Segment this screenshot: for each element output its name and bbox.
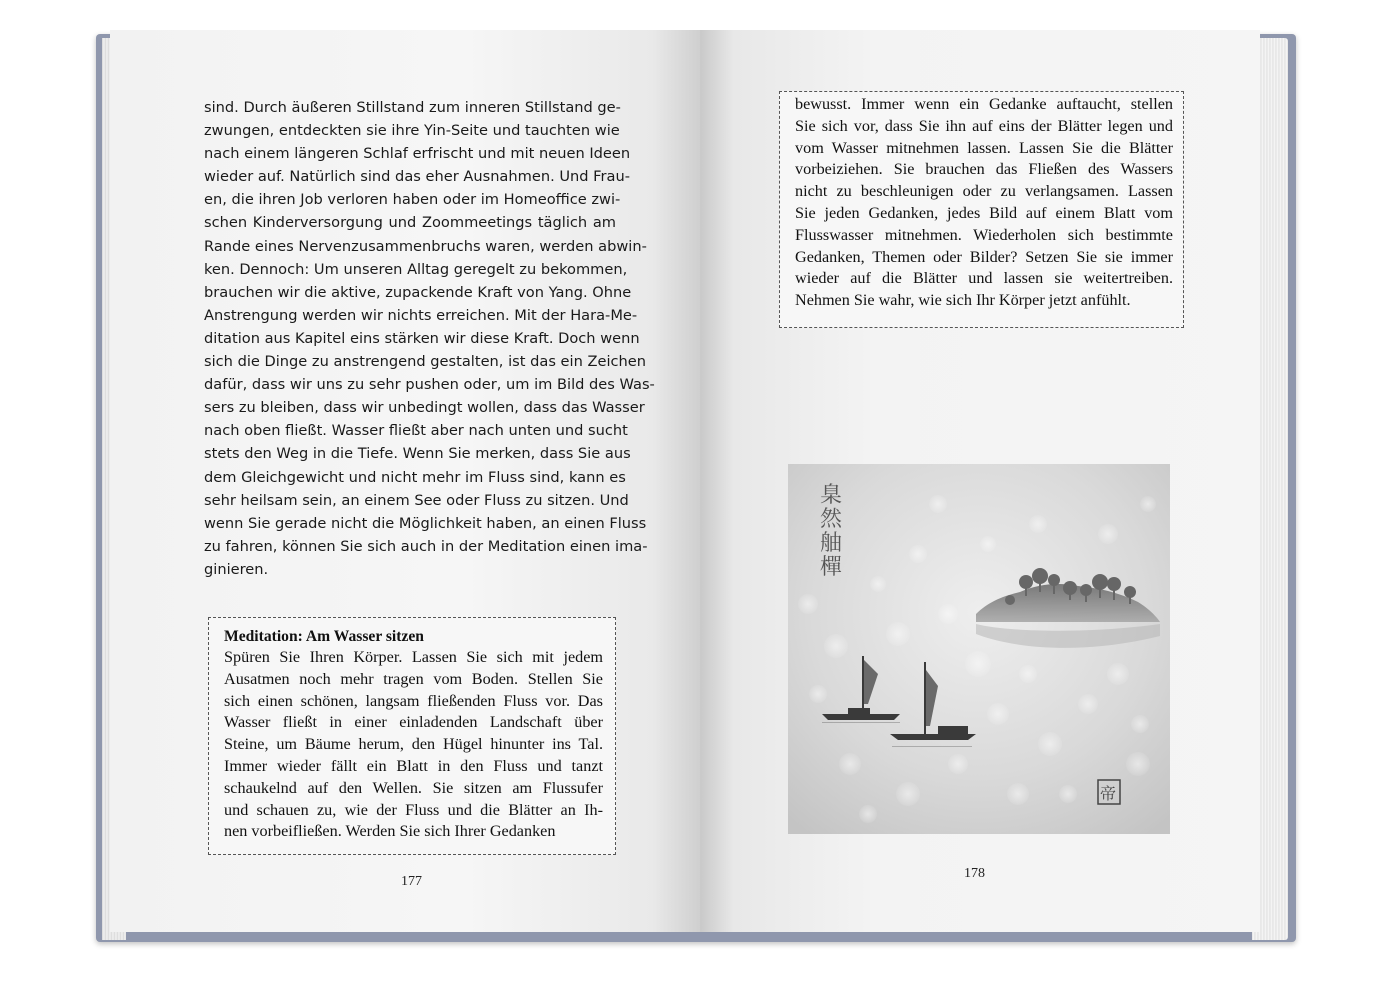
page-number-left: 177 [401,874,422,889]
bokeh-light [1098,524,1118,544]
bokeh-light [886,622,910,646]
body-text-line: nach einem längeren Schlaf erfrischt und mit neuen Ideen [204,145,631,163]
meditation-text-line: Ausatmen noch mehr tragen vom Boden. Stellen Sie [224,669,603,688]
meditation-continued-text-line: vom Wasser mitnehmen lassen. Lassen Sie die Blätter [795,138,1173,157]
bokeh-light [859,805,877,823]
bokeh-light [909,545,927,563]
calligraphy-char-2: 然 [820,507,843,532]
body-text-line: ken. Dennoch: Um unseren Alltag geregelt zu bekommen, [204,260,628,278]
body-text-line: zu fahren, können Sie sich auch in der Meditation einen ima- [204,537,648,555]
meditation-text-line: schaukelnd auf den Wellen. Sie sitzen am Flussufer [224,778,603,797]
meditation-continued-text-line: Sie jeden Gedanken, jedes Bild auf einem Blatt vom [795,203,1173,222]
meditation-continued-text-line: wieder auf die Blätter und lassen sie weitertreiben. [795,269,1173,288]
calligraphy-char-1: 臬 [820,483,843,508]
meditation-continued-text-line: Gedanken, Themen oder Bilder? Setzen Sie sie immer [795,247,1173,266]
bokeh-light [896,782,920,806]
bokeh-light [1140,496,1156,512]
bokeh-light [798,594,818,614]
meditation-text-line: nen vorbeifließen. Werden Sie sich Ihrer Gedanken [224,822,556,841]
bokeh-light [1007,783,1029,805]
bokeh-light [1019,665,1037,683]
meditation-text-line: Immer wieder fällt ein Blatt in den Fluss und tanzt [224,756,603,775]
body-text-line: wenn Sie gerade nicht die Möglichkeit haben, an einen Fluss [204,514,647,532]
meditation-heading: Meditation: Am Wasser sitzen [224,628,424,645]
bokeh-light [824,634,848,658]
body-text-line: ginieren. [204,560,269,578]
page-number-right: 178 [964,866,985,881]
meditation-continued-text-line: Sie sich vor, dass Sie ihn auf eins der Blätter legen und [795,116,1173,135]
body-text-line: sehr heilsam sein, an einem See oder Fluss zu sitzen. Und [204,491,629,509]
body-text-line: schen Kinderversorgung und Zoommeetings täglich am [204,214,616,232]
body-text-line: sind. Durch äußeren Stillstand zum inneren Stillstand ge- [204,99,621,116]
ink-painting-illustration [788,464,1170,834]
calligraphy-char-4: 樿 [820,555,843,580]
left-page-body-text [204,96,655,581]
body-text-line: dafür, dass wir uns zu sehr pushen oder, um im Bild des Was- [204,376,655,394]
meditation-continued-text-line: Flusswasser mitnehmen. Wiederholen sich bestimmte [795,225,1173,244]
bokeh-light [839,753,861,775]
bokeh-light [938,604,958,624]
meditation-text-line: Spüren Sie Ihren Körper. Lassen Sie sich mit jedem [224,648,603,666]
bokeh-light [1038,732,1062,756]
body-text-line: Anstrengung werden wir nichts erreichen. Mit der Hara-Me- [204,306,638,324]
body-text-line: ditation aus Kapitel eins stärken wir diese Kraft. Doch wenn [204,329,640,347]
body-text-line: dem Gleichgewicht und nicht mehr im Fluss sind, kann es [204,468,626,486]
bokeh-light [987,703,1009,725]
svg-text:帝: 帝 [1100,784,1117,803]
body-text-line: zwungen, entdeckten sie ihre Yin-Seite und tauchten wie [204,122,620,140]
body-text-line: wieder auf. Natürlich sind das eher Ausnahmen. Und Frau- [204,168,630,186]
meditation-text-line: Steine, um Bäume herum, den Hügel hinunter ins Tal. [224,735,603,754]
bokeh-light [980,536,996,552]
meditation-continued-text-line: Nehmen Sie wahr, wie sich Ihr Körper jetzt anfühlt. [795,291,1131,310]
meditation-continued-text-line: bewusst. Immer wenn ein Gedanke auftaucht, stellen [795,95,1173,113]
body-text-line: sers zu bleiben, dass wir unbedingt wollen, dass das Wasser [204,399,645,417]
meditation-continued-text-line: nicht zu beschleunigen oder zu verlangsamen. Lassen [795,182,1173,201]
body-text-line: nach oben fließt. Wasser fließt aber nach unten und sucht [204,422,628,440]
meditation-text-line: Wasser fließt in einer einladenden Landschaft über [224,713,603,732]
body-text-line: Rande eines Nervenzusammenbruchs waren, werden abwin- [204,237,647,255]
meditation-continued-text-line: vorbeiziehen. Sie brauchen das Fließen des Wassers [795,160,1173,179]
body-text-line: en, die ihren Job verloren haben oder im Homeoffice zwi- [204,191,621,209]
meditation-box [208,617,616,855]
meditation-text-line: und schauen zu, wie der Fluss und die Blätter an Ih- [224,800,603,819]
meditation-box-text [224,647,603,843]
bokeh-light [1059,785,1077,803]
bokeh-light [809,685,827,703]
body-text-line: brauchen wir die aktive, zupackende Kraft von Yang. Ohne [204,283,632,301]
bokeh-light [870,576,886,592]
calligraphy-char-3: 舳 [820,531,843,556]
meditation-box-continued [779,91,1184,328]
bokeh-light [929,495,947,513]
body-text-line: stets den Weg in die Tiefe. Wenn Sie merken, dass Sie aus [204,445,631,463]
bokeh-light [1078,694,1098,714]
meditation-box-continued-text [795,94,1173,312]
bokeh-light [948,754,968,774]
bokeh-light [965,651,991,677]
bokeh-light [1131,715,1149,733]
body-text-line: sich die Dinge zu anstrengend gestalten, ist das ein Zeichen [204,353,647,371]
meditation-text-line: sich einen schönen, langsam fließenden Fluss vor. Das [224,691,603,710]
bokeh-light [1107,663,1129,685]
bokeh-light [1029,515,1047,533]
bokeh-light [1126,752,1150,776]
